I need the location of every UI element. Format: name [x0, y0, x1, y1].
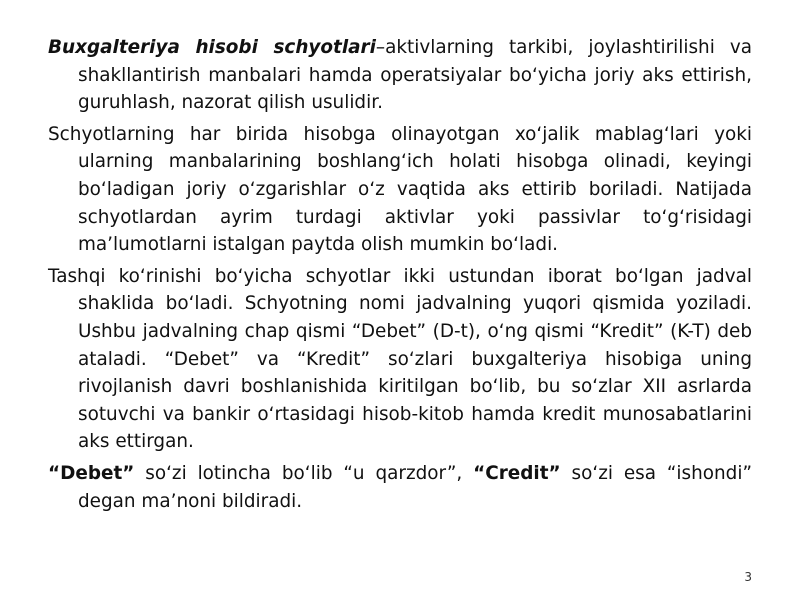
- definition-text: –aktivlarning tarkibi, joylashtirilishi va shakllantirish manbalari hamda operatsiyalar bo‘yicha joriy aks ettirish, guruhlash, nazorat qilish usulidir.: [78, 37, 752, 114]
- term-debet: “Debet”: [48, 462, 135, 484]
- debet-meaning-text: so‘zi lotincha bo‘lib “u qarzdor”,: [134, 462, 474, 484]
- credit-meaning-text: so‘zi esa “ishondi” degan ma’noni bildiradi.: [78, 462, 752, 512]
- slide-body: [48, 34, 752, 519]
- paragraph-account-structure: Tashqi ko‘rinishi bo‘yicha schyotlar ikki ustundan iborat bo‘lgan jadval shaklida bo‘ladi. Schyotning nomi jadvalning yuqori qismida yoziladi. Ushbu jadvalning chap qismi “Debet” (D-t), o‘ng qismi “Kredit” (K-T) deb ataladi. “Debet” va “Kredit” so‘zlari buxgalteriya hisobiga uning rivojlanish davri boshlanishida kiritilgan bo‘lib, bu so‘zlar XII asrlarda sotuvchi va bankir o‘rtasidagi hisob-kitob hamda kredit munosabatlarini aks ettirgan.: [48, 265, 752, 453]
- page-number: 3: [744, 570, 752, 584]
- paragraph-accounts-records: Schyotlarning har birida hisobga olinayotgan xo‘jalik mablag‘lari yoki ularning manbalarining boshlang‘ich holati hisobga olinadi, keyingi bo‘ladigan joriy o‘zgarishlar o‘z vaqtida aks ettirib boriladi. Natijada schyotlardan ayrim turdagi aktivlar yoki passivlar to‘g‘risidagi ma’lumotlarni istalgan paytda olish mumkin bo‘ladi.: [48, 123, 752, 256]
- term-credit: “Credit”: [473, 462, 561, 484]
- term-accounting-accounts: Buxgalteriya hisobi schyotlari: [48, 37, 376, 58]
- paragraph-debit-credit-meaning: [48, 460, 752, 515]
- paragraph-definition: [48, 34, 752, 117]
